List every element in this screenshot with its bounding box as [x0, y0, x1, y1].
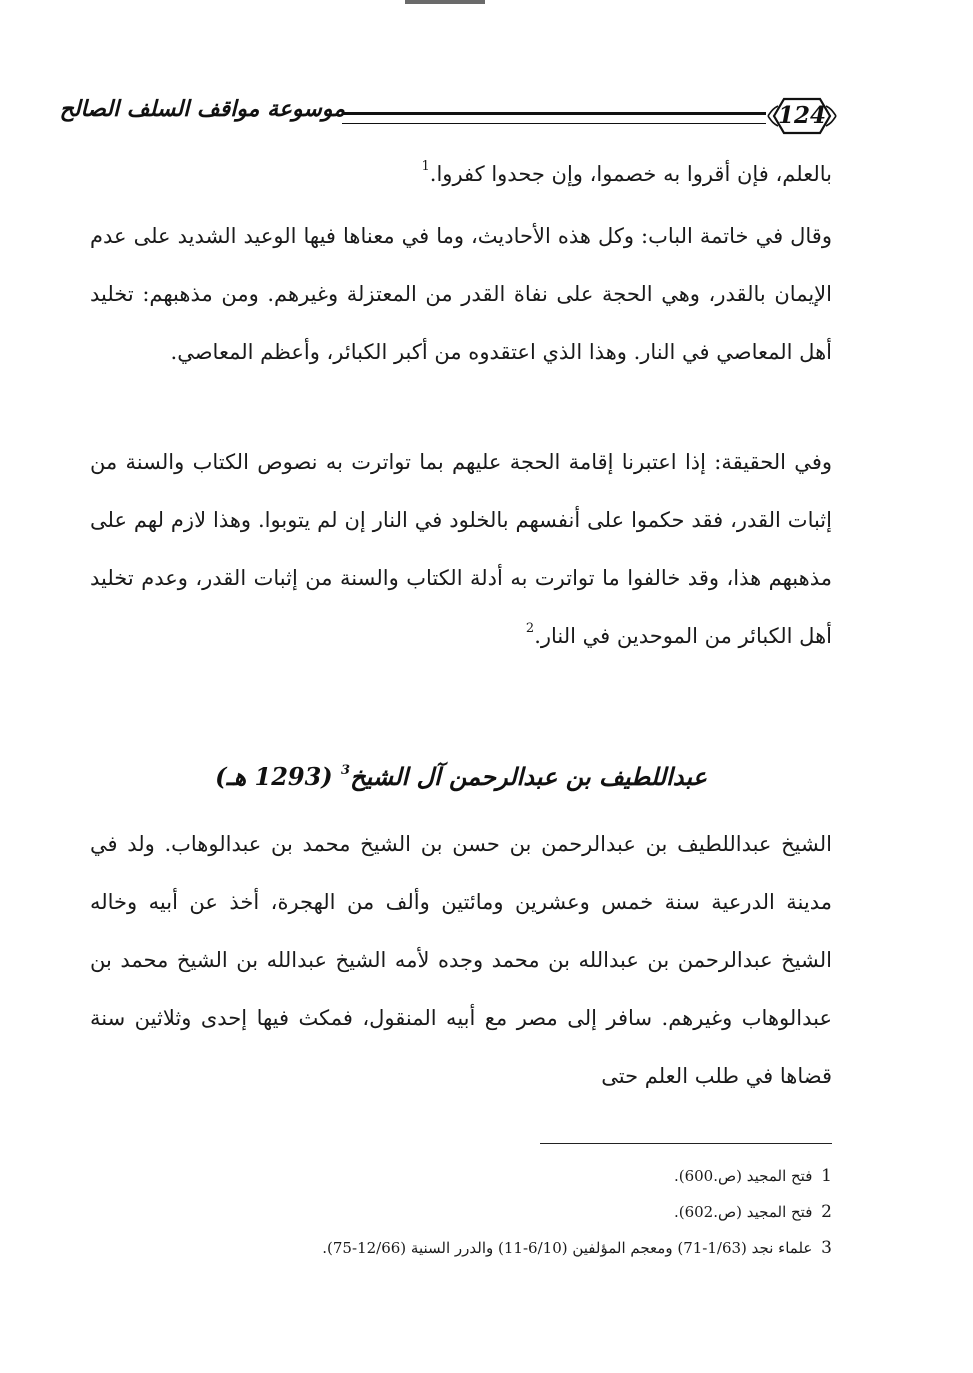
paragraph-1 — [90, 145, 832, 207]
page-header — [59, 92, 840, 144]
footnote-ref-3: 3 — [341, 763, 351, 778]
footnote-text: علماء نجد (1/63-71) ومعجم المؤلفين (6/10-11) والدرر السنية (12/66-75). — [322, 1239, 813, 1257]
section-heading-year: (1293 هـ) — [215, 762, 333, 791]
paragraph-4-text: الشيخ عبداللطيف بن عبدالرحمن بن حسن بن الشيخ محمد بن عبدالوهاب. ولد في مدينة الدرعية سنة خمس وعشرين ومائتين وألف من الهجرة، أخذ عن أبيه وخاله الشيخ عبدالرحمن بن عبدالله بن محمد وجده لأمه الشيخ عبدالله بن الشيخ محمد بن عبدالوهاب وغيرهم. سافر إلى مصر مع أبيه المنقول، فمكث فيها إحدى وثلاثين سنة قضاها في طلب العلم حتى — [90, 832, 832, 1088]
footnote-number: 2 — [821, 1202, 832, 1222]
footnote-1 — [180, 1158, 832, 1194]
footnote-2 — [180, 1194, 832, 1230]
footnotes — [180, 1158, 832, 1266]
footnote-number: 1 — [821, 1166, 832, 1186]
header-rule — [342, 112, 766, 124]
series-title: موسوعة مواقف السلف الصالح — [59, 96, 345, 122]
paragraph-1-text: بالعلم، فإن أقروا به خصموا، وإن جحدوا كفروا. — [429, 162, 832, 186]
footnote-text: فتح المجيد (ص.602). — [673, 1203, 813, 1221]
paragraph-2-text: وقال في خاتمة الباب: وكل هذه الأحاديث، وما في معناها فيها الوعيد الشديد على عدم الإيمان بالقدر، وهي الحجة على نفاة القدر من المعتزلة وغيرهم. ومن مذهبهم: تخليد أهل المعاصي في النار. وهذا الذي اعتقدوه من أكبر الكبائر، وأعظم المعاصي. — [90, 224, 832, 364]
top-edge-mark — [405, 0, 485, 4]
paragraph-2 — [90, 207, 832, 381]
page-number-badge — [764, 94, 840, 138]
footnote-separator — [540, 1143, 832, 1144]
paragraph-4 — [90, 815, 832, 1105]
section-heading-name: عبداللطيف بن عبدالرحمن آل الشيخ — [350, 762, 707, 791]
footnote-number: 3 — [821, 1238, 832, 1258]
section-heading — [90, 762, 832, 791]
paragraph-3 — [90, 433, 832, 669]
footnote-ref-2: 2 — [525, 621, 535, 636]
footnote-text: فتح المجيد (ص.600). — [673, 1167, 813, 1185]
footnote-ref-1: 1 — [421, 159, 430, 174]
paragraph-3-text: وفي الحقيقة: إذا اعتبرنا إقامة الحجة عليهم بما تواترت به نصوص الكتاب والسنة من إثبات القدر، فقد حكموا على أنفسهم بالخلود في النار إن لم يتوبوا. وهذا لازم لهم على مذهبهم هذا، وقد خالفوا ما تواترت به أدلة الكتاب والسنة من إثبات القدر، وعدم تخليد أهل الكبائر من الموحدين في النار. — [90, 450, 832, 648]
footnote-3 — [180, 1230, 832, 1266]
page-number: 124 — [777, 102, 826, 129]
